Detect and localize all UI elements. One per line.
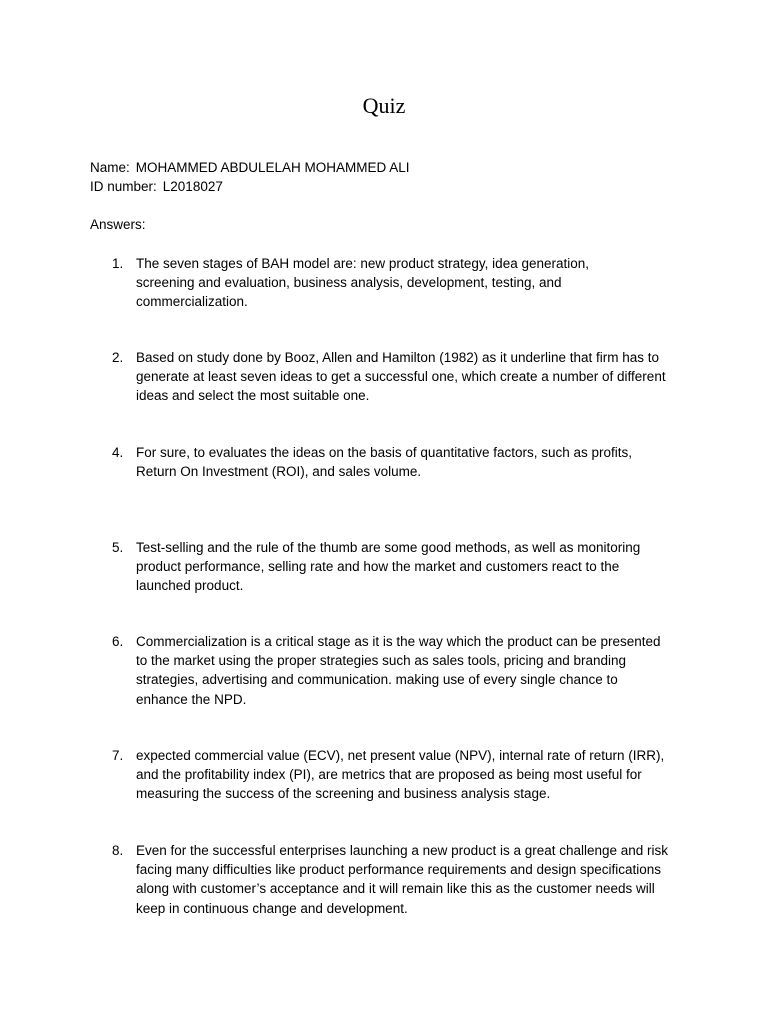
answer-line: keep in continuous change and development. [136,900,408,916]
answer-number: 5. [112,540,124,555]
page-title: Quiz [362,93,406,118]
answer-line: Test-selling and the rule of the thumb are some good methods, as well as monitoring [136,540,641,555]
answer-line: facing many difficulties like product performance requirements and design specifications [136,862,662,878]
answer-line: along with customer’s acceptance and it will remain like this as the customer needs will [136,881,655,897]
answer-line: and the profitability index (PI), are metrics that are proposed as being most useful for [136,767,642,783]
answer-line: commercialization. [136,294,248,310]
id-value: L2018027 [162,179,223,194]
answer-line: The seven stages of BAH model are: new product strategy, idea generation, [136,256,590,271]
answer-number: 6. [112,634,124,649]
answer-item-7 [112,746,692,804]
answer-line: Commercialization is a critical stage as it is the way which the product can be presented [136,634,661,649]
answer-line: Based on study done by Booz, Allen and Hamilton (1982) as it underline that firm has to [136,350,660,365]
answer-item-4 [112,443,692,481]
answer-item-5 [112,538,692,596]
answer-number: 1. [112,256,124,271]
answer-number: 2. [112,350,124,365]
name-label: Name: [90,160,130,175]
answer-line: Even for the successful enterprises launching a new product is a great challenge and risk [136,843,669,858]
answer-item-1 [112,254,692,312]
answer-line: expected commercial value (ECV), net present value (NPV), internal rate of return (IRR), [136,748,665,763]
answer-line: launched product. [136,578,244,594]
answers-heading: Answers: [90,217,146,232]
answer-line: strategies, advertising and communication. making use of every single chance to [136,672,618,688]
id-line [90,177,223,196]
answer-line: ideas and select the most suitable one. [136,388,370,404]
answer-line: generate at least seven ideas to get a successful one, which create a number of different [136,369,666,385]
answer-number: 4. [112,445,124,460]
answer-line: product performance, selling rate and how the market and customers react to the [136,559,620,575]
answer-line: measuring the success of the screening and business analysis stage. [136,786,551,802]
answer-number: 7. [112,748,124,763]
answer-item-8 [112,841,692,918]
answer-item-2 [112,348,692,406]
name-line [90,158,410,177]
id-label: ID number: [90,179,157,194]
answer-line: For sure, to evaluates the ideas on the basis of quantitative factors, such as profits, [136,445,633,460]
answer-line: enhance the NPD. [136,691,247,707]
answer-line: screening and evaluation, business analysis, development, testing, and [136,275,562,291]
answer-line: to the market using the proper strategies such as sales tools, pricing and branding [136,653,627,669]
answer-line: Return On Investment (ROI), and sales volume. [136,464,422,480]
name-value: MOHAMMED ABDULELAH MOHAMMED ALI [135,160,410,175]
answer-number: 8. [112,843,124,858]
answer-item-6 [112,632,692,709]
